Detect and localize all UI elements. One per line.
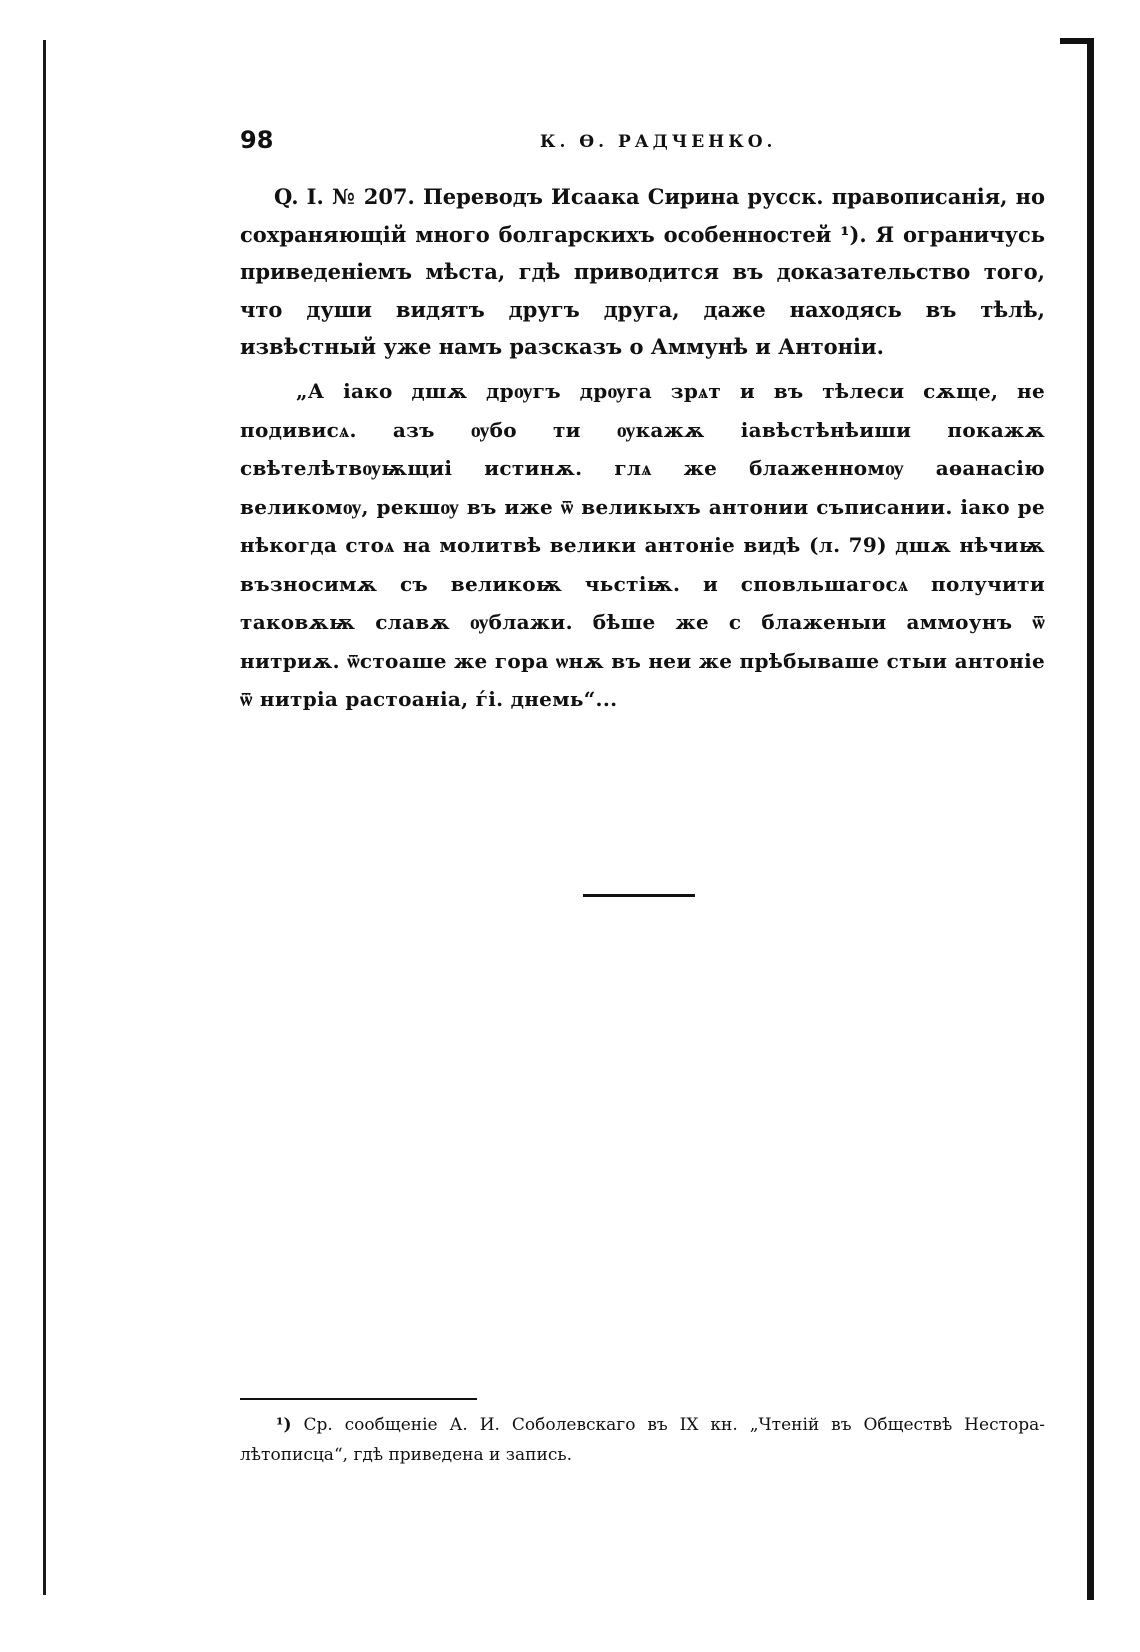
- footnote: [240, 1410, 1045, 1470]
- left-page-edge: [43, 40, 46, 1595]
- church-slavonic-quotation: [240, 372, 1045, 719]
- paragraph-text: Q. I. № 207. Переводъ Исаака Сирина русск. правописанія, но сохраняющій много болгарскихъ особенностей ¹). Я ограничусь приведеніемъ мѣста, гдѣ приводится въ доказательство того, что души видятъ другъ друга, даже находясь въ тѣлѣ, извѣстный уже намъ разсказъ о Аммунѣ и Антоніи.: [240, 184, 1045, 359]
- page-header: [240, 126, 1045, 160]
- footnote-marker: ¹): [276, 1415, 292, 1435]
- page-number: 98: [240, 126, 274, 154]
- quotation-text: „А іако дшѫ дрѹгъ дрѹга зрѧт и въ тѣлеси сѫще, не подивисѧ. азъ ѹбо ти ѹкажѫ іавѣстѣнѣиши покажѫ свѣтелѣтвѹѭщиі истинѫ. глѧ же блаженномѹ аѳанасію великомѹ, рекшѹ въ иже ѿ великыхъ антонии съписании. іако ре нѣкогда стоѧ на молитвѣ велики антоніе видѣ (л. 79) дшѫ нѣчиѭ възносимѫ съ великоѭ чьстіѭ. и сповльшагосѧ получити таковѫѭ славѫ ѹблажи. бѣше же с блаженыи аммоунъ ѿ нитриѫ. ѿстоаше же гора ѡнѫ въ неи же прѣбываше стыи антоніе ѿ нитріа растоаніа, ѓі. днемь“...: [240, 379, 1045, 711]
- footnote-text: Ср. сообщеніе А. И. Соболевскаго въ IX кн. „Чтеній въ Обществѣ Нестора-лѣтописца“, гдѣ приведена и запись.: [240, 1415, 1045, 1465]
- section-end-rule: [583, 894, 695, 897]
- main-paragraph: [240, 178, 1045, 366]
- footnote-separator: [240, 1398, 477, 1400]
- right-page-edge: [1087, 38, 1094, 1600]
- running-title: К. Ѳ. РАДЧЕНКО.: [540, 132, 777, 152]
